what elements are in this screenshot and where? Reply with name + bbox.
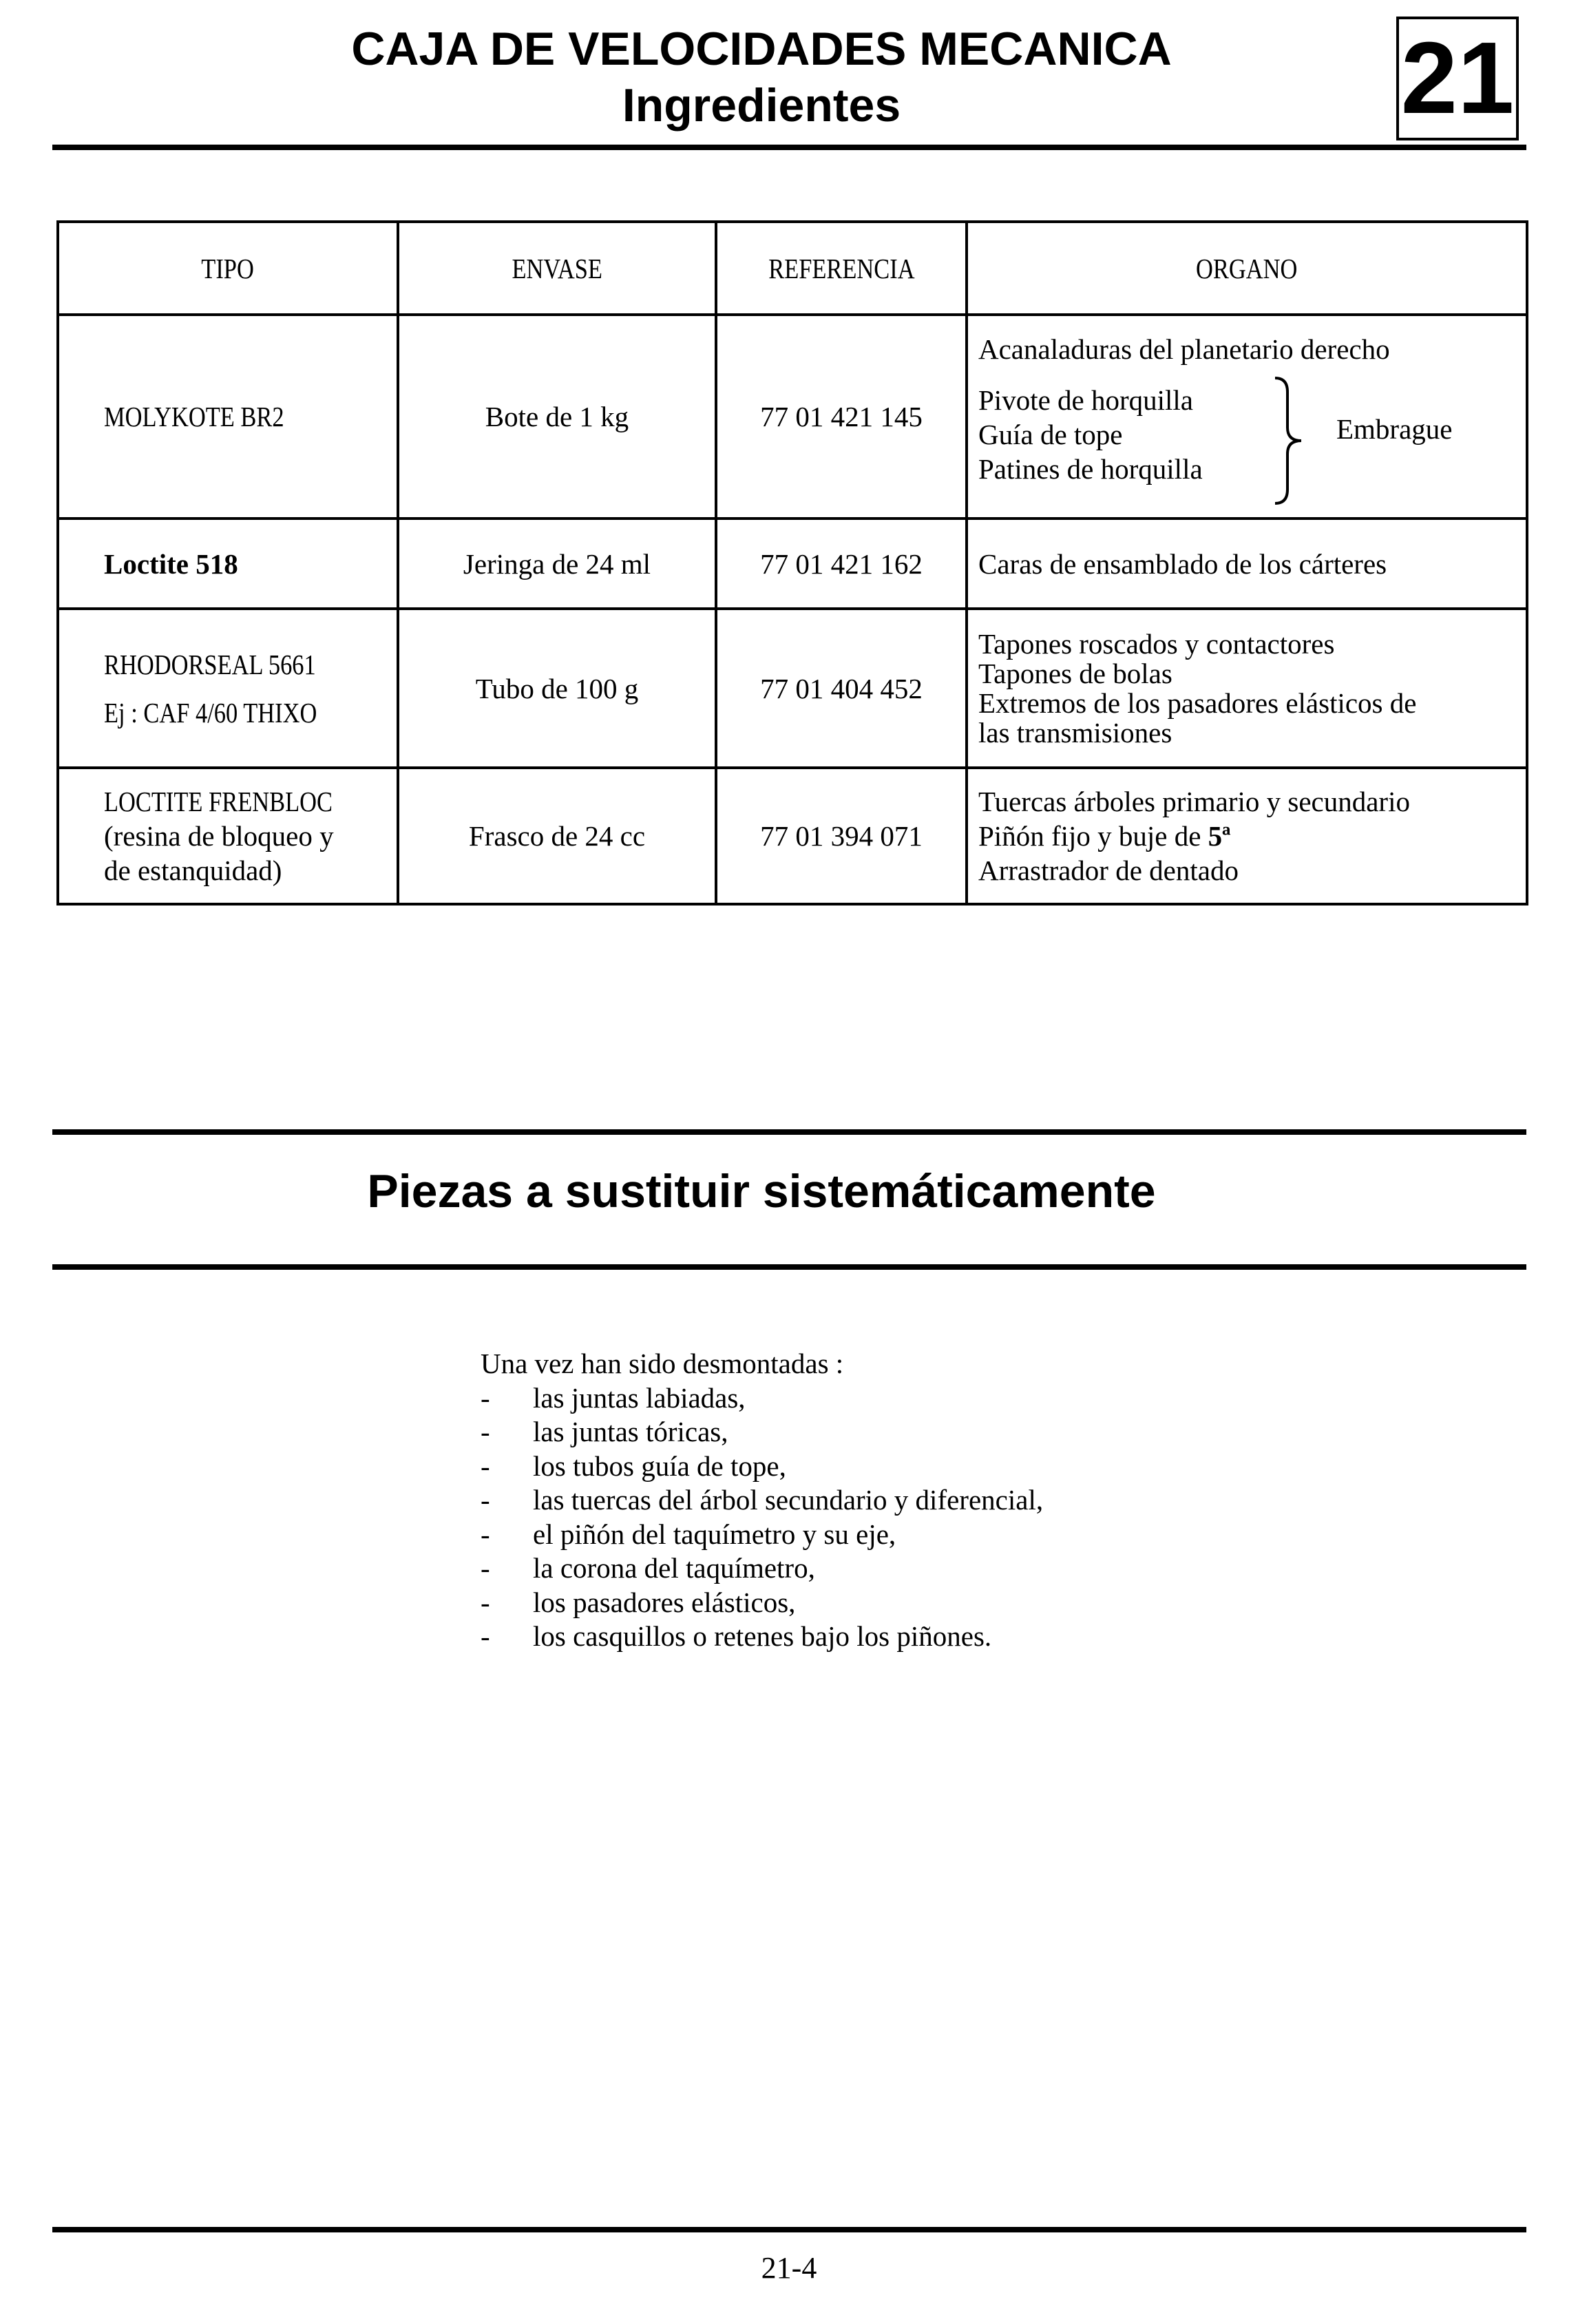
- table-row: [58, 609, 1527, 768]
- cell-tipo: [58, 609, 398, 768]
- right-curly-brace-icon: [1271, 375, 1312, 506]
- section-top-rule: [52, 1129, 1526, 1135]
- cell-envase: Frasco de 24 cc: [398, 768, 716, 904]
- document-title: CAJA DE VELOCIDADES MECANICA: [351, 23, 1172, 75]
- cell-tipo: [58, 768, 398, 904]
- table-row: [58, 768, 1527, 904]
- document-subtitle: Ingredientes: [622, 79, 901, 132]
- page-number: 21-4: [761, 2251, 817, 2285]
- cell-tipo: Loctite 518: [58, 519, 398, 609]
- organo-line: Acanaladuras del planetario derecho: [978, 333, 1390, 365]
- table-header-row: [58, 222, 1527, 315]
- organo-line: Tapones de bolas: [978, 657, 1172, 689]
- chapter-number-box: 21: [1396, 17, 1519, 140]
- cell-referencia: 77 01 394 071: [716, 768, 967, 904]
- organo-line: Tapones roscados y contactores: [978, 627, 1335, 660]
- ingredients-table: [56, 220, 1528, 905]
- tipo-line: (resina de bloqueo y: [104, 820, 334, 852]
- cell-referencia: 77 01 421 162: [716, 519, 967, 609]
- organo-line: las transmisiones: [978, 716, 1172, 749]
- table-row: [58, 519, 1527, 609]
- tipo-line: de estanquidad): [104, 855, 282, 886]
- section-bottom-rule: [52, 1264, 1526, 1270]
- header-rule: [52, 145, 1526, 150]
- organo-line: Piñón fijo y buje de 5ª: [978, 820, 1231, 852]
- cell-organo: Caras de ensamblado de los cárteres: [967, 519, 1527, 609]
- organo-line: Extremos de los pasadores elásticos de: [978, 687, 1417, 719]
- section-title: Piezas a sustituir sistemáticamente: [367, 1165, 1156, 1217]
- column-header-referencia: REFERENCIA: [716, 222, 967, 315]
- cell-envase: Tubo de 100 g: [398, 609, 716, 768]
- cell-organo: [967, 768, 1527, 904]
- table-row: [58, 315, 1527, 519]
- tipo-line: LOCTITE FRENBLOC: [104, 786, 333, 817]
- cell-organo: [967, 315, 1527, 519]
- organo-line: Pivote de horquilla: [978, 384, 1194, 416]
- cell-referencia: 77 01 421 145: [716, 315, 967, 519]
- tipo-line: Ej : CAF 4/60 THIXO: [104, 696, 317, 729]
- emphasis-text: 5ª: [1208, 820, 1231, 852]
- organo-line: Patines de horquilla: [978, 453, 1203, 485]
- cell-referencia: 77 01 404 452: [716, 609, 967, 768]
- organo-group-label: Embrague: [1336, 413, 1453, 445]
- column-header-tipo: TIPO: [58, 222, 398, 315]
- organo-line: Guía de tope: [978, 419, 1123, 450]
- cell-organo: [967, 609, 1527, 768]
- cell-envase: Jeringa de 24 ml: [398, 519, 716, 609]
- tipo-line: RHODORSEAL 5661: [104, 648, 316, 680]
- cell-tipo: MOLYKOTE BR2: [58, 315, 398, 519]
- column-header-organo: ORGANO: [967, 222, 1527, 315]
- column-header-envase: ENVASE: [398, 222, 716, 315]
- header-title-block: [52, 21, 1471, 134]
- organo-line: Tuercas árboles primario y secundario: [978, 786, 1410, 817]
- cell-envase: Bote de 1 kg: [398, 315, 716, 519]
- organo-line: Arrastrador de dentado: [978, 855, 1239, 886]
- footer-rule: [52, 2227, 1526, 2232]
